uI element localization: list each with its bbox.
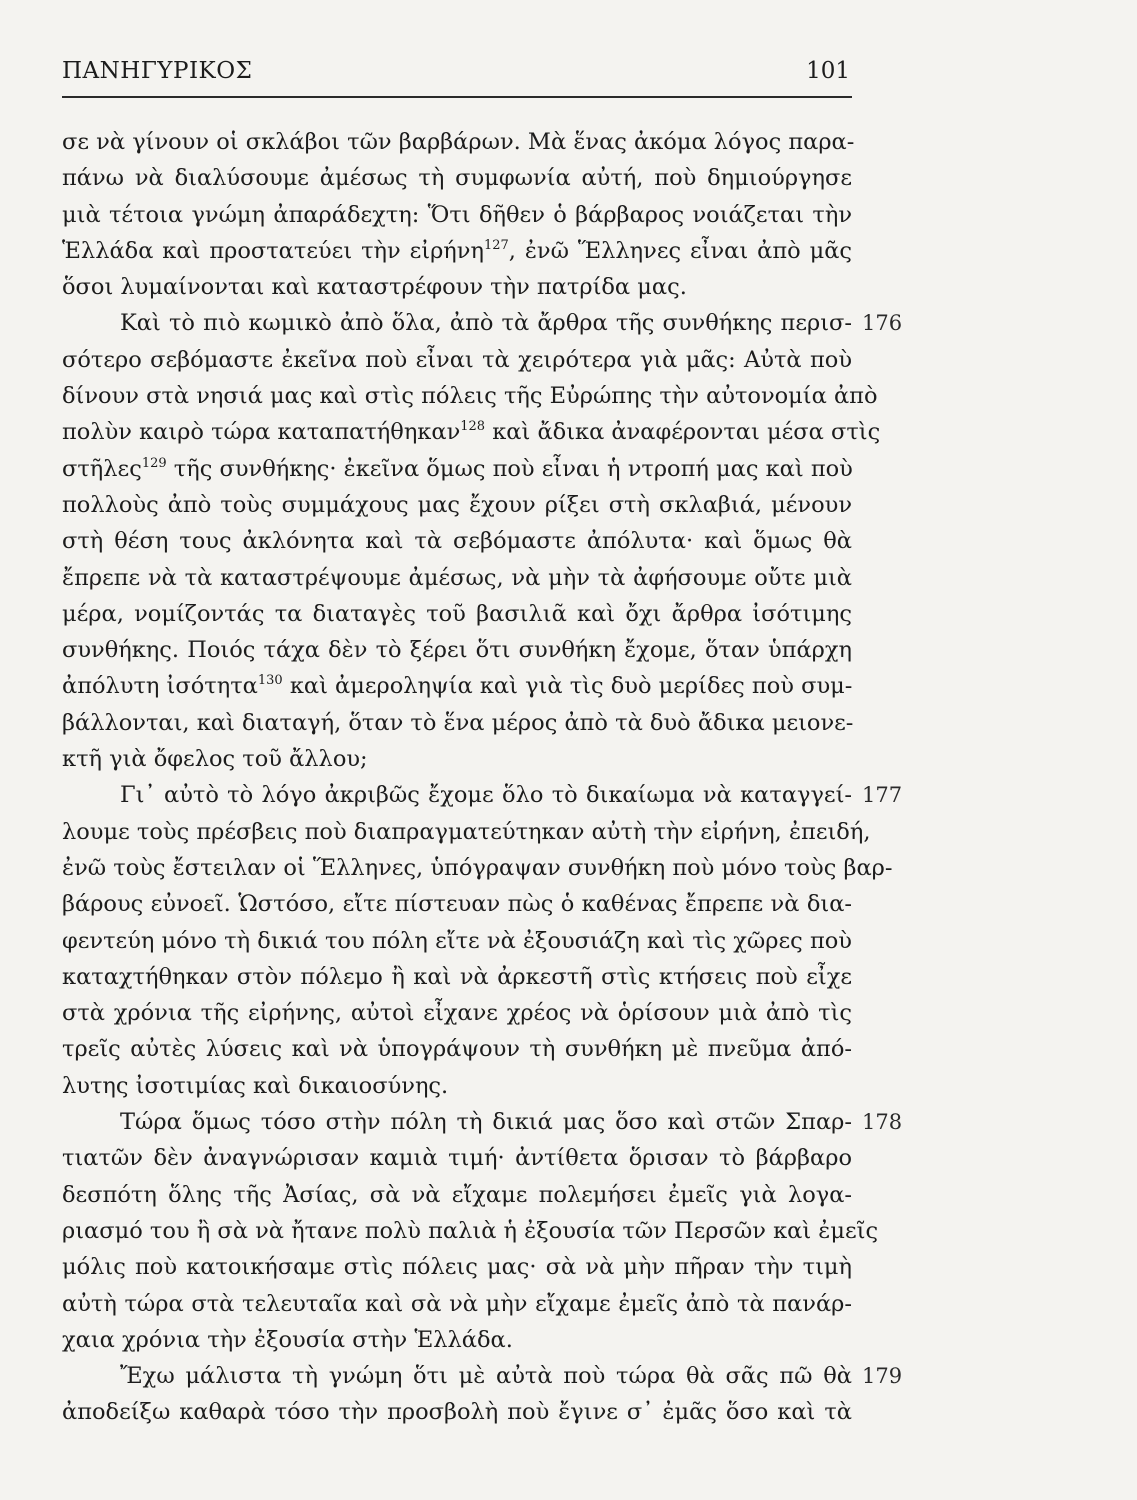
text-line	[62, 777, 903, 813]
text-line	[62, 1068, 852, 1104]
line-text: ἀποδείξω καθαρὰ τόσο τὴν προσβολὴ ποὺ ἔγινε σ᾽ ἐμᾶς ὅσο καὶ τὰ	[62, 1399, 852, 1426]
line-text: Γι᾽ αὐτὸ τὸ λόγο ἀκριβῶς ἔχομε ὅλο τὸ δικαίωμα νὰ καταγγεί-	[120, 782, 852, 809]
text-line	[62, 1249, 852, 1285]
text-line	[62, 160, 852, 196]
text-line	[62, 378, 878, 414]
text-line	[62, 414, 881, 450]
text-line	[62, 959, 852, 995]
line-text: συνθήκης. Ποιός τάχα δὲν τὸ ξέρει ὅτι συνθήκη ἔχομε, ὅταν ὑπάρχη	[62, 637, 852, 664]
text-line	[62, 1322, 852, 1358]
line-text: σε νὰ γίνουν οἱ σκλάβοι τῶν βαρβάρων. Μὰ ἕνας ἀκόμα λόγος παρα-	[62, 129, 855, 155]
footnote-ref: 127	[483, 237, 509, 253]
line-text: κτῆ γιὰ ὄφελος τοῦ ἄλλου;	[62, 746, 368, 773]
text-line	[62, 668, 852, 704]
line-text-continued: καὶ ἄδικα ἀναφέρονται μέσα στὶς	[485, 419, 881, 446]
text-line	[62, 741, 852, 777]
text-line	[62, 1394, 852, 1430]
body-text	[62, 124, 903, 1431]
page-number: 101	[806, 58, 850, 84]
page-header	[62, 56, 852, 98]
line-text: ὅσοι λυμαίνονται καὶ καταστρέφουν τὴν πατρίδα μας.	[62, 274, 687, 301]
text-line	[62, 1286, 852, 1322]
line-text-continued: τῆς συνθήκης· ἐκεῖνα ὅμως ποὺ εἶναι ἡ ντροπή μας καὶ ποὺ	[166, 455, 853, 482]
line-text: λουμε τοὺς πρέσβεις ποὺ διαπραγματεύτηκαν αὐτὴ τὴν εἰρήνη, ἐπειδή,	[62, 818, 871, 845]
text-line	[62, 269, 852, 305]
section-number: 178	[862, 1110, 903, 1135]
text-line	[62, 197, 852, 233]
line-text: μέρα, νομίζοντάς τα διαταγὲς τοῦ βασιλιᾶ καὶ ὄχι ἄρθρα ἰσότιμης	[62, 600, 852, 627]
line-text: μόλις ποὺ κατοικήσαμε στὶς πόλεις μας· σὰ νὰ μὴν πῆραν τὴν τιμὴ	[62, 1254, 852, 1281]
text-line	[62, 233, 852, 269]
line-text: ἐνῶ τοὺς ἔστειλαν οἱ Ἕλληνες, ὑπόγραψαν συνθήκη ποὺ μόνο τοὺς βαρ-	[62, 854, 893, 881]
footnote-ref: 130	[257, 673, 283, 689]
text-line	[62, 1177, 852, 1213]
text-line	[62, 632, 852, 668]
line-text: λυτης ἰσοτιμίας καὶ δικαιοσύνης.	[62, 1072, 449, 1099]
line-text: φεντεύη μόνο τὴ δικιά του πόλη εἴτε νὰ ἐξουσιάζη καὶ τὶς χῶρες ποὺ	[62, 927, 852, 954]
line-text: καταχτήθηκαν στὸν πόλεμο ἢ καὶ νὰ ἀρκεστῆ στὶς κτήσεις ποὺ εἶχε	[62, 963, 852, 990]
line-text: δίνουν στὰ νησιά μας καὶ στὶς πόλεις τῆς Εὐρώπης τὴν αὐτονομία ἀπὸ	[62, 383, 878, 410]
section-number: 177	[862, 783, 903, 808]
line-text: τρεῖς αὐτὲς λύσεις καὶ νὰ ὑπογράψουν τὴ συνθήκη μὲ πνεῦμα ἀπό-	[62, 1036, 852, 1063]
text-line	[62, 523, 852, 559]
line-text: στὴ θέση τους ἀκλόνητα καὶ τὰ σεβόμαστε ἀπόλυτα· καὶ ὅμως θὰ	[62, 528, 852, 555]
text-line	[62, 560, 852, 596]
line-text: ἀπόλυτη ἰσότητα	[62, 673, 258, 700]
line-text: πολὺν καιρὸ τώρα καταπατήθηκαν	[62, 419, 461, 446]
line-text: ἔπρεπε νὰ τὰ καταστρέψουμε ἀμέσως, νὰ μὴν τὰ ἀφήσουμε οὔτε μιὰ	[62, 564, 852, 591]
line-text: χαια χρόνια τὴν ἐξουσία στὴν Ἑλλάδα.	[62, 1326, 513, 1353]
text-line	[62, 1104, 903, 1140]
line-text: μιὰ τέτοια γνώμη ἀπαράδεχτη: Ὅτι δῆθεν ὁ βάρβαρος νοιάζεται τὴν	[62, 201, 852, 228]
line-text: βάρους εὐνοεῖ. Ὡστόσο, εἴτε πίστευαν πὼς ὁ καθένας ἔπρεπε νὰ δια-	[62, 891, 852, 918]
text-line	[62, 342, 852, 378]
line-text: τιατῶν δὲν ἀναγνώρισαν καμιὰ τιμή· ἀντίθετα ὅρισαν τὸ βάρβαρο	[62, 1145, 852, 1172]
line-text: βάλλονται, καὶ διαταγή, ὅταν τὸ ἕνα μέρος ἀπὸ τὰ δυὸ ἄδικα μειονε-	[62, 709, 854, 736]
text-line	[62, 1031, 852, 1067]
line-text: δεσπότη ὅλης τῆς Ἀσίας, σὰ νὰ εἴχαμε πολεμήσει ἐμεῖς γιὰ λογα-	[62, 1181, 852, 1208]
text-line	[62, 1213, 879, 1249]
footnote-ref: 128	[460, 419, 486, 435]
line-text: στῆλες	[62, 455, 142, 482]
text-line	[62, 124, 855, 160]
line-text: στὰ χρόνια τῆς εἰρήνης, αὐτοὶ εἶχανε χρέος νὰ ὁρίσουν μιὰ ἀπὸ τὶς	[62, 1000, 852, 1027]
running-title: ΠΑΝΗΓΥΡΙΚΟΣ	[62, 58, 253, 84]
text-line	[62, 305, 903, 341]
line-text: πάνω νὰ διαλύσουμε ἀμέσως τὴ συμφωνία αὐτή, ποὺ δημιούργησε	[62, 165, 852, 192]
text-line	[62, 487, 852, 523]
line-text: ριασμό του ἢ σὰ νὰ ἤτανε πολὺ παλιὰ ἡ ἐξουσία τῶν Περσῶν καὶ ἐμεῖς	[62, 1217, 879, 1244]
line-text: Τώρα ὅμως τόσο στὴν πόλη τὴ δικιά μας ὅσο καὶ στῶν Σπαρ-	[120, 1109, 852, 1136]
text-line	[62, 451, 852, 487]
section-number: 179	[862, 1364, 903, 1389]
line-text: σότερο σεβόμαστε ἐκεῖνα ποὺ εἶναι τὰ χειρότερα γιὰ μᾶς: Αὐτὰ ποὺ	[62, 346, 852, 373]
line-text: αὐτὴ τώρα στὰ τελευταῖα καὶ σὰ νὰ μὴν εἴχαμε ἐμεῖς ἀπὸ τὰ πανάρ-	[62, 1290, 852, 1317]
text-line	[62, 596, 852, 632]
section-number: 176	[862, 311, 903, 336]
text-line	[62, 995, 852, 1031]
text-line	[62, 814, 871, 850]
line-text-continued: , ἐνῶ Ἕλληνες εἶναι ἀπὸ μᾶς	[508, 237, 852, 264]
text-line	[62, 1140, 852, 1176]
line-text: Ἑλλάδα καὶ προστατεύει τὴν εἰρήνη	[62, 237, 484, 264]
line-text: πολλοὺς ἀπὸ τοὺς συμμάχους μας ἔχουν ρίξει στὴ σκλαβιά, μένουν	[62, 491, 852, 518]
text-line	[62, 1358, 903, 1394]
line-text-continued: καὶ ἀμεροληψία καὶ γιὰ τὶς δυὸ μερίδες ποὺ συμ-	[282, 673, 853, 700]
text-line	[62, 705, 852, 741]
footnote-ref: 129	[141, 455, 167, 471]
line-text: Καὶ τὸ πιὸ κωμικὸ ἀπὸ ὅλα, ἀπὸ τὰ ἄρθρα τῆς συνθήκης περισ-	[120, 310, 852, 337]
text-line	[62, 923, 852, 959]
text-line	[62, 886, 852, 922]
text-line	[62, 850, 893, 886]
line-text: Ἔχω μάλιστα τὴ γνώμη ὅτι μὲ αὐτὰ ποὺ τώρα θὰ σᾶς πῶ θὰ	[120, 1363, 852, 1390]
